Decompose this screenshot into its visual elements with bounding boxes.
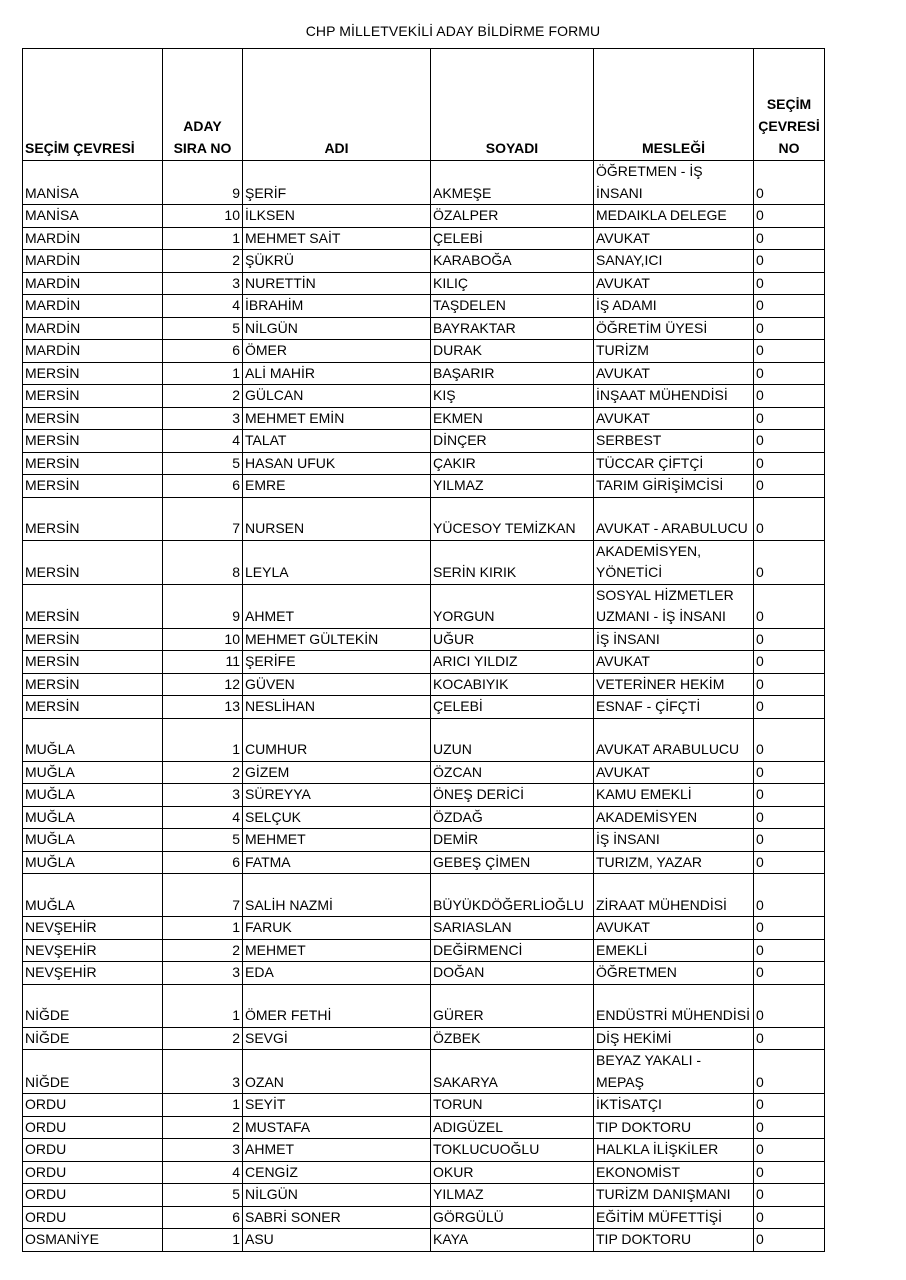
cell-order: 1 [163, 917, 243, 940]
cell-order: 13 [163, 696, 243, 719]
cell-name: MEHMET GÜLTEKİN [243, 628, 431, 651]
cell-order: 6 [163, 1206, 243, 1229]
table-body [23, 161, 825, 1252]
cell-district: MARDİN [23, 340, 163, 363]
cell-district-no: 0 [754, 452, 825, 475]
cell-name: FATMA [243, 851, 431, 874]
cell-district-no: 0 [754, 340, 825, 363]
cell-profession: TURİZM [594, 340, 754, 363]
cell-district-no: 0 [754, 584, 825, 628]
cell-order: 4 [163, 430, 243, 453]
cell-profession: TARIM GİRİŞİMCİSİ [594, 475, 754, 498]
cell-district: OSMANİYE [23, 1229, 163, 1252]
cell-order: 5 [163, 317, 243, 340]
cell-district-no: 0 [754, 851, 825, 874]
table-row [23, 475, 825, 498]
cell-name: ŞERİFE [243, 651, 431, 674]
cell-surname: KOCABIYIK [431, 673, 594, 696]
cell-name: NİLGÜN [243, 317, 431, 340]
table-row [23, 829, 825, 852]
cell-order: 11 [163, 651, 243, 674]
cell-name: HASAN UFUK [243, 452, 431, 475]
table-row [23, 540, 825, 584]
cell-name: SABRİ SONER [243, 1206, 431, 1229]
cell-district-no: 0 [754, 984, 825, 1027]
cell-district: MARDİN [23, 227, 163, 250]
cell-profession: ÖĞRETMEN [594, 962, 754, 985]
table-row [23, 227, 825, 250]
cell-surname: BAŞARIR [431, 362, 594, 385]
cell-profession: ÖĞRETMEN - İŞ İNSANI [594, 161, 754, 205]
cell-district: MERSİN [23, 584, 163, 628]
cell-profession: BEYAZ YAKALI - MEPAŞ [594, 1050, 754, 1094]
cell-order: 3 [163, 1139, 243, 1162]
cell-profession: SANAY,ICI [594, 250, 754, 273]
cell-order: 4 [163, 806, 243, 829]
cell-district-no: 0 [754, 784, 825, 807]
cell-district-no: 0 [754, 939, 825, 962]
cell-profession: AKADEMİSYEN, YÖNETİCİ [594, 540, 754, 584]
cell-profession: TIP DOKTORU [594, 1116, 754, 1139]
cell-surname: ÖNEŞ DERİCİ [431, 784, 594, 807]
cell-surname: ÖZALPER [431, 205, 594, 228]
cell-name: AHMET [243, 584, 431, 628]
cell-district: MERSİN [23, 430, 163, 453]
cell-order: 2 [163, 939, 243, 962]
cell-order: 2 [163, 250, 243, 273]
cell-name: NURETTİN [243, 272, 431, 295]
cell-order: 5 [163, 1184, 243, 1207]
table-row [23, 696, 825, 719]
cell-order: 3 [163, 407, 243, 430]
cell-district-no: 0 [754, 227, 825, 250]
cell-surname: KIŞ [431, 385, 594, 408]
cell-district-no: 0 [754, 917, 825, 940]
cell-name: NİLGÜN [243, 1184, 431, 1207]
cell-district-no: 0 [754, 205, 825, 228]
cell-name: GÜLCAN [243, 385, 431, 408]
table-row [23, 497, 825, 540]
cell-district-no: 0 [754, 651, 825, 674]
table-row [23, 851, 825, 874]
cell-surname: SAKARYA [431, 1050, 594, 1094]
cell-surname: GÜRER [431, 984, 594, 1027]
cell-district-no: 0 [754, 1161, 825, 1184]
cell-district-no: 0 [754, 475, 825, 498]
cell-surname: KAYA [431, 1229, 594, 1252]
cell-district-no: 0 [754, 295, 825, 318]
table-row [23, 874, 825, 917]
cell-district: ORDU [23, 1139, 163, 1162]
table-row [23, 295, 825, 318]
cell-name: LEYLA [243, 540, 431, 584]
table-row [23, 1229, 825, 1252]
cell-district-no: 0 [754, 430, 825, 453]
cell-profession: VETERİNER HEKİM [594, 673, 754, 696]
cell-district: MERSİN [23, 497, 163, 540]
cell-surname: SARIASLAN [431, 917, 594, 940]
cell-name: ŞÜKRÜ [243, 250, 431, 273]
cell-district-no: 0 [754, 1094, 825, 1117]
cell-name: CUMHUR [243, 718, 431, 761]
cell-name: MEHMET SAİT [243, 227, 431, 250]
cell-district: MUĞLA [23, 718, 163, 761]
cell-order: 3 [163, 784, 243, 807]
cell-district: NEVŞEHİR [23, 962, 163, 985]
cell-profession: SOSYAL HİZMETLER UZMANI - İŞ İNSANI [594, 584, 754, 628]
table-row [23, 205, 825, 228]
cell-district: NİĞDE [23, 1050, 163, 1094]
cell-name: ŞERİF [243, 161, 431, 205]
table-row [23, 407, 825, 430]
cell-profession: EĞİTİM MÜFETTİŞİ [594, 1206, 754, 1229]
cell-surname: KARABOĞA [431, 250, 594, 273]
cell-district: MERSİN [23, 385, 163, 408]
cell-district: NİĞDE [23, 1027, 163, 1050]
cell-surname: ÖZDAĞ [431, 806, 594, 829]
cell-district: MARDİN [23, 272, 163, 295]
cell-profession: İŞ İNSANI [594, 829, 754, 852]
cell-name: SÜREYYA [243, 784, 431, 807]
cell-name: ÖMER [243, 340, 431, 363]
header-surname: SOYADI [431, 49, 594, 161]
cell-district: MUĞLA [23, 806, 163, 829]
header-profession: MESLEĞİ [594, 49, 754, 161]
cell-order: 1 [163, 1229, 243, 1252]
table-row [23, 1116, 825, 1139]
cell-district: MERSİN [23, 475, 163, 498]
cell-district-no: 0 [754, 497, 825, 540]
table-row [23, 340, 825, 363]
cell-profession: AVUKAT [594, 362, 754, 385]
cell-district: MUĞLA [23, 829, 163, 852]
cell-district-no: 0 [754, 718, 825, 761]
cell-order: 2 [163, 1116, 243, 1139]
table-row [23, 1139, 825, 1162]
cell-name: ALİ MAHİR [243, 362, 431, 385]
cell-order: 5 [163, 829, 243, 852]
cell-district-no: 0 [754, 829, 825, 852]
cell-surname: OKUR [431, 1161, 594, 1184]
cell-profession: TÜCCAR ÇİFTÇİ [594, 452, 754, 475]
cell-district-no: 0 [754, 161, 825, 205]
cell-name: CENGİZ [243, 1161, 431, 1184]
cell-district: MERSİN [23, 673, 163, 696]
header-district-no: SEÇİM ÇEVRESİ NO [754, 49, 825, 161]
table-row [23, 673, 825, 696]
cell-district: MERSİN [23, 651, 163, 674]
cell-district-no: 0 [754, 761, 825, 784]
cell-name: NURSEN [243, 497, 431, 540]
cell-district-no: 0 [754, 806, 825, 829]
cell-order: 3 [163, 272, 243, 295]
cell-district: ORDU [23, 1206, 163, 1229]
cell-profession: ÖĞRETİM ÜYESİ [594, 317, 754, 340]
cell-surname: TORUN [431, 1094, 594, 1117]
cell-order: 3 [163, 962, 243, 985]
table-row [23, 1161, 825, 1184]
cell-profession: AVUKAT [594, 761, 754, 784]
cell-order: 10 [163, 628, 243, 651]
cell-order: 3 [163, 1050, 243, 1094]
cell-surname: TOKLUCUOĞLU [431, 1139, 594, 1162]
cell-surname: ADIGÜZEL [431, 1116, 594, 1139]
cell-district: MERSİN [23, 407, 163, 430]
cell-district: ORDU [23, 1184, 163, 1207]
cell-district: ORDU [23, 1094, 163, 1117]
cell-name: FARUK [243, 917, 431, 940]
cell-order: 7 [163, 874, 243, 917]
cell-order: 5 [163, 452, 243, 475]
cell-profession: EMEKLİ [594, 939, 754, 962]
table-row [23, 430, 825, 453]
table-row [23, 161, 825, 205]
cell-district-no: 0 [754, 250, 825, 273]
cell-district-no: 0 [754, 1027, 825, 1050]
cell-name: SEYİT [243, 1094, 431, 1117]
cell-surname: GEBEŞ ÇİMEN [431, 851, 594, 874]
cell-district-no: 0 [754, 1229, 825, 1252]
cell-order: 4 [163, 295, 243, 318]
table-row [23, 628, 825, 651]
cell-surname: ÖZBEK [431, 1027, 594, 1050]
cell-surname: BAYRAKTAR [431, 317, 594, 340]
cell-district: MUĞLA [23, 874, 163, 917]
table-row [23, 1184, 825, 1207]
cell-order: 6 [163, 475, 243, 498]
cell-district-no: 0 [754, 362, 825, 385]
cell-profession: TURIZM, YAZAR [594, 851, 754, 874]
cell-order: 12 [163, 673, 243, 696]
cell-name: ÖMER FETHİ [243, 984, 431, 1027]
cell-name: GÜVEN [243, 673, 431, 696]
cell-district: MUĞLA [23, 784, 163, 807]
cell-profession: AVUKAT [594, 272, 754, 295]
cell-order: 2 [163, 761, 243, 784]
cell-district-no: 0 [754, 1184, 825, 1207]
cell-district: MARDİN [23, 317, 163, 340]
cell-surname: DEĞİRMENCİ [431, 939, 594, 962]
cell-profession: TURİZM DANIŞMANI [594, 1184, 754, 1207]
cell-profession: AVUKAT - ARABULUCU [594, 497, 754, 540]
cell-profession: AVUKAT [594, 651, 754, 674]
cell-order: 7 [163, 497, 243, 540]
cell-surname: ÇELEBİ [431, 227, 594, 250]
cell-surname: BÜYÜKDÖĞERLİOĞLU [431, 874, 594, 917]
cell-name: MEHMET EMİN [243, 407, 431, 430]
cell-surname: ÇAKIR [431, 452, 594, 475]
cell-district: MUĞLA [23, 761, 163, 784]
cell-district: MANİSA [23, 161, 163, 205]
cell-district: MERSİN [23, 362, 163, 385]
cell-name: EMRE [243, 475, 431, 498]
cell-district: MARDİN [23, 250, 163, 273]
cell-surname: YILMAZ [431, 1184, 594, 1207]
cell-district-no: 0 [754, 1139, 825, 1162]
cell-order: 6 [163, 851, 243, 874]
cell-surname: TAŞDELEN [431, 295, 594, 318]
cell-name: EDA [243, 962, 431, 985]
cell-district-no: 0 [754, 962, 825, 985]
header-order: ADAY SIRA NO [163, 49, 243, 161]
cell-district: MERSİN [23, 628, 163, 651]
cell-district: NEVŞEHİR [23, 939, 163, 962]
cell-name: İLKSEN [243, 205, 431, 228]
cell-name: MEHMET [243, 939, 431, 962]
cell-surname: DURAK [431, 340, 594, 363]
table-row [23, 250, 825, 273]
cell-district: MERSİN [23, 696, 163, 719]
table-row [23, 651, 825, 674]
cell-profession: KAMU EMEKLİ [594, 784, 754, 807]
cell-surname: ÖZCAN [431, 761, 594, 784]
cell-district-no: 0 [754, 673, 825, 696]
cell-name: GİZEM [243, 761, 431, 784]
table-row [23, 452, 825, 475]
cell-name: AHMET [243, 1139, 431, 1162]
cell-order: 8 [163, 540, 243, 584]
cell-order: 1 [163, 362, 243, 385]
cell-district-no: 0 [754, 874, 825, 917]
cell-surname: ÇELEBİ [431, 696, 594, 719]
cell-district-no: 0 [754, 1116, 825, 1139]
cell-order: 1 [163, 1094, 243, 1117]
cell-district: ORDU [23, 1116, 163, 1139]
cell-profession: DİŞ HEKİMİ [594, 1027, 754, 1050]
cell-profession: İŞ İNSANI [594, 628, 754, 651]
cell-profession: AVUKAT [594, 917, 754, 940]
cell-surname: YORGUN [431, 584, 594, 628]
cell-district-no: 0 [754, 628, 825, 651]
cell-profession: İNŞAAT MÜHENDİSİ [594, 385, 754, 408]
cell-surname: UZUN [431, 718, 594, 761]
cell-order: 10 [163, 205, 243, 228]
cell-district-no: 0 [754, 317, 825, 340]
cell-district-no: 0 [754, 696, 825, 719]
cell-surname: YÜCESOY TEMİZKAN [431, 497, 594, 540]
table-row [23, 939, 825, 962]
table-row [23, 761, 825, 784]
table-row [23, 1206, 825, 1229]
table-row [23, 385, 825, 408]
cell-profession: SERBEST [594, 430, 754, 453]
header-row [23, 49, 825, 161]
cell-profession: İKTİSATÇI [594, 1094, 754, 1117]
cell-district: MUĞLA [23, 851, 163, 874]
cell-name: İBRAHİM [243, 295, 431, 318]
cell-district-no: 0 [754, 540, 825, 584]
table-row [23, 784, 825, 807]
cell-name: MUSTAFA [243, 1116, 431, 1139]
cell-name: SEVGİ [243, 1027, 431, 1050]
cell-district-no: 0 [754, 1206, 825, 1229]
cell-profession: ZİRAAT MÜHENDİSİ [594, 874, 754, 917]
cell-order: 2 [163, 1027, 243, 1050]
table-row [23, 984, 825, 1027]
cell-district: MERSİN [23, 540, 163, 584]
cell-profession: İŞ ADAMI [594, 295, 754, 318]
cell-profession: ENDÜSTRİ MÜHENDİSİ [594, 984, 754, 1027]
cell-surname: ARICI YILDIZ [431, 651, 594, 674]
cell-name: SELÇUK [243, 806, 431, 829]
cell-district-no: 0 [754, 407, 825, 430]
cell-order: 1 [163, 718, 243, 761]
table-row [23, 1094, 825, 1117]
cell-surname: KILIÇ [431, 272, 594, 295]
cell-order: 1 [163, 227, 243, 250]
cell-order: 4 [163, 1161, 243, 1184]
cell-profession: AVUKAT [594, 407, 754, 430]
cell-surname: EKMEN [431, 407, 594, 430]
table-row [23, 1027, 825, 1050]
cell-name: SALİH NAZMİ [243, 874, 431, 917]
cell-profession: HALKLA İLİŞKİLER [594, 1139, 754, 1162]
table-row [23, 272, 825, 295]
table-row [23, 317, 825, 340]
cell-surname: AKMEŞE [431, 161, 594, 205]
cell-district: MARDİN [23, 295, 163, 318]
cell-name: NESLİHAN [243, 696, 431, 719]
cell-surname: SERİN KIRIK [431, 540, 594, 584]
header-name: ADI [243, 49, 431, 161]
cell-profession: ESNAF - ÇİFÇTİ [594, 696, 754, 719]
cell-profession: MEDAIKLA DELEGE [594, 205, 754, 228]
cell-order: 6 [163, 340, 243, 363]
candidate-table [22, 48, 825, 1252]
cell-district: NİĞDE [23, 984, 163, 1027]
cell-district-no: 0 [754, 385, 825, 408]
cell-profession: AVUKAT [594, 227, 754, 250]
cell-name: ASU [243, 1229, 431, 1252]
table-row [23, 917, 825, 940]
cell-surname: DOĞAN [431, 962, 594, 985]
cell-name: MEHMET [243, 829, 431, 852]
table-row [23, 718, 825, 761]
cell-profession: TIP DOKTORU [594, 1229, 754, 1252]
table-row [23, 362, 825, 385]
table-row [23, 584, 825, 628]
form-title: CHP MİLLETVEKİLİ ADAY BİLDİRME FORMU [305, 23, 601, 39]
cell-profession: AVUKAT ARABULUCU [594, 718, 754, 761]
cell-order: 9 [163, 584, 243, 628]
cell-order: 9 [163, 161, 243, 205]
cell-surname: UĞUR [431, 628, 594, 651]
cell-name: OZAN [243, 1050, 431, 1094]
table-row [23, 962, 825, 985]
cell-order: 1 [163, 984, 243, 1027]
cell-district-no: 0 [754, 1050, 825, 1094]
cell-profession: EKONOMİST [594, 1161, 754, 1184]
header-district: SEÇİM ÇEVRESİ [23, 49, 163, 161]
cell-surname: YILMAZ [431, 475, 594, 498]
cell-district: MANİSA [23, 205, 163, 228]
cell-district: ORDU [23, 1161, 163, 1184]
cell-surname: DİNÇER [431, 430, 594, 453]
cell-profession: AKADEMİSYEN [594, 806, 754, 829]
cell-surname: DEMİR [431, 829, 594, 852]
cell-name: TALAT [243, 430, 431, 453]
cell-surname: GÖRGÜLÜ [431, 1206, 594, 1229]
table-row [23, 1050, 825, 1094]
cell-district: NEVŞEHİR [23, 917, 163, 940]
table-row [23, 806, 825, 829]
cell-order: 2 [163, 385, 243, 408]
cell-district: MERSİN [23, 452, 163, 475]
cell-district-no: 0 [754, 272, 825, 295]
